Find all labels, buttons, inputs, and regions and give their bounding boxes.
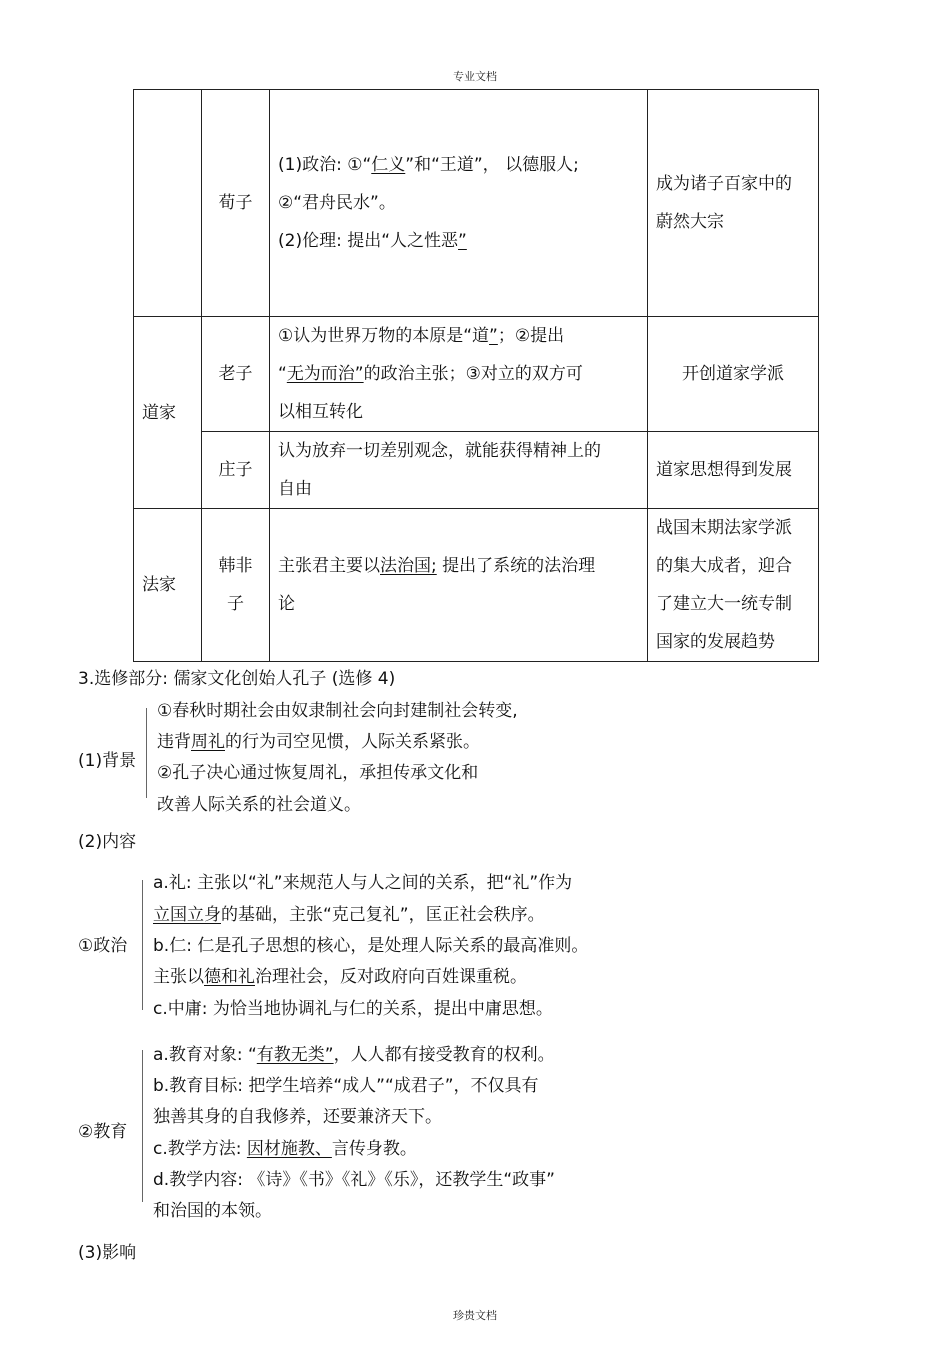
politics-brace (142, 880, 143, 1010)
school-cell-empty (134, 90, 202, 317)
school-cell-fajia: 法家 (134, 509, 202, 662)
thought-cell-zhuangzi: 认为放弃一切差别观念，就能获得精神上的 自由 (270, 432, 648, 509)
background-line-4: 改善人际关系的社会道义。 (157, 795, 361, 815)
education-line-2: b.教育目标: 把学生培养“成人”“成君子”，不仅具有 (153, 1076, 539, 1096)
status-cell-zhuangzi: 道家思想得到发展 (648, 432, 819, 509)
status-cell-hanfeizi: 战国末期法家学派 的集大成者，迎合 了建立大一统专制 国家的发展趋势 (648, 509, 819, 662)
schools-table (133, 89, 819, 662)
status-cell-xunzi: 成为诸子百家中的 蔚然大宗 (648, 90, 819, 317)
page-footer: 珍贵文档 (453, 1309, 497, 1322)
politics-line-2: 立国立身的基础，主张“克己复礼”，匡正社会秩序。 (153, 905, 545, 925)
table-row-hanfeizi (134, 509, 819, 662)
background-line-2: 违背周礼的行为司空见惯，人际关系紧张。 (157, 732, 480, 752)
background-line-3: ②孔子决心通过恢复周礼，承担传承文化和 (157, 763, 479, 783)
thought-cell-xunzi: (1)政治: ①“仁义”和“王道”， 以德服人; ②“君舟民水”。 (2)伦理: 提出“人之性恶” (270, 90, 648, 317)
page-header: 专业文档 (453, 70, 497, 83)
person-cell-hanfeizi: 韩非 子 (202, 509, 270, 662)
person-cell-zhuangzi: 庄子 (202, 432, 270, 509)
thought-cell-hanfeizi: 主张君主要以法治国; 提出了系统的法治理 论 (270, 509, 648, 662)
person-cell-laozi: 老子 (202, 317, 270, 432)
school-cell-daojia: 道家 (134, 317, 202, 509)
thought-cell-laozi: ①认为世界万物的本原是“道”；②提出 “无为而治”的政治主张；③对立的双方可 以相互转化 (270, 317, 648, 432)
education-brace (142, 1050, 143, 1202)
influence-label: (3)影响 (78, 1243, 137, 1263)
status-cell-laozi: 开创道家学派 (648, 317, 819, 432)
politics-label: ①政治 (78, 936, 128, 956)
education-line-5: d.教学内容: 《诗》《书》《礼》《乐》，还教学生“政事” (153, 1170, 555, 1190)
background-label: (1)背景 (78, 751, 137, 771)
background-line-1: ①春秋时期社会由奴隶制社会向封建制社会转变, (157, 701, 518, 721)
politics-line-3: b.仁: 仁是孔子思想的核心，是处理人际关系的最高准则。 (153, 936, 589, 956)
politics-line-5: c.中庸: 为恰当地协调礼与仁的关系，提出中庸思想。 (153, 999, 553, 1019)
education-label: ②教育 (78, 1122, 128, 1142)
education-line-6: 和治国的本领。 (153, 1201, 272, 1221)
education-line-1: a.教育对象: “有教无类”，人人都有接受教育的权利。 (153, 1045, 555, 1065)
section3-title: 3.选修部分: 儒家文化创始人孔子 (选修 4) (78, 669, 396, 689)
content-label: (2)内容 (78, 832, 137, 852)
table-row-xunzi (134, 90, 819, 317)
table-row-laozi (134, 317, 819, 432)
politics-line-4: 主张以德和礼治理社会，反对政府向百姓课重税。 (153, 967, 527, 987)
person-cell-xunzi: 荀子 (202, 90, 270, 317)
table-row-zhuangzi (134, 432, 819, 509)
background-brace (146, 708, 147, 798)
education-line-4: c.教学方法: 因材施教、言传身教。 (153, 1139, 417, 1159)
education-line-3: 独善其身的自我修养，还要兼济天下。 (153, 1107, 442, 1127)
politics-line-1: a.礼: 主张以“礼”来规范人与人之间的关系，把“礼”作为 (153, 873, 573, 893)
